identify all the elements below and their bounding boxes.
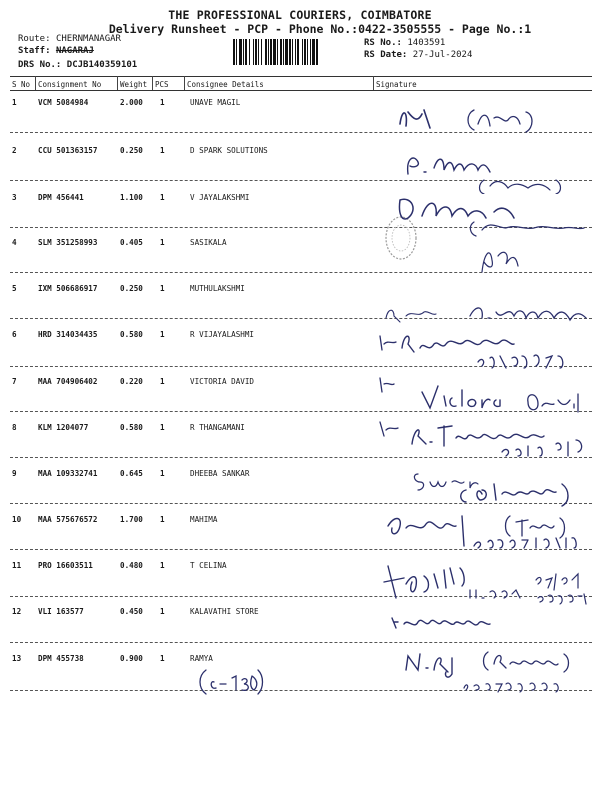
col-header-sno: S No <box>12 80 31 89</box>
row-consignee: VICTORIA DAVID <box>190 377 255 386</box>
barcode-bar <box>268 39 269 65</box>
row-consignee: DHEEBA SANKAR <box>190 469 250 478</box>
row-weight: 0.900 <box>120 654 143 663</box>
signature-row-12 <box>378 604 592 640</box>
runsheet-subtitle: Delivery Runsheet - PCP - Phone No.:0422-3505555 - Page No.:1 <box>108 22 532 36</box>
row-pcs: 1 <box>160 98 165 107</box>
signature-row-7 <box>378 372 592 416</box>
row-weight: 0.645 <box>120 469 143 478</box>
rs-date-label: RS Date: <box>364 50 408 60</box>
row-sno: 9 <box>12 469 17 478</box>
table-top-rule <box>10 76 592 77</box>
row-pcs: 1 <box>160 377 165 386</box>
row-pcs: 1 <box>160 561 165 570</box>
barcode-bar <box>292 39 293 65</box>
row-weight: 0.480 <box>120 561 143 570</box>
row-weight: 0.580 <box>120 330 143 339</box>
row-consignment: KLM 1204077 <box>38 423 89 432</box>
rs-date-value: 27-Jul-2024 <box>412 50 473 60</box>
col-header-consignee: Consignee Details <box>187 80 264 89</box>
route-label: Route: <box>18 34 51 44</box>
row-weight: 0.450 <box>120 607 143 616</box>
row-sno: 2 <box>12 146 17 155</box>
barcode-bar <box>249 39 250 65</box>
barcode-bar <box>273 39 276 65</box>
barcode-image <box>232 39 358 65</box>
drs-label: DRS No.: <box>18 60 62 70</box>
barcode-bar <box>245 39 247 65</box>
barcode-bar <box>255 39 257 65</box>
route-line <box>18 34 121 44</box>
col-header-weight: Weight <box>120 80 148 89</box>
signature-row-11 <box>378 552 592 608</box>
barcode-bar <box>297 39 299 65</box>
row-consignment: MAA 109332741 <box>38 469 98 478</box>
barcode-bar <box>312 39 315 65</box>
staff-line <box>18 46 94 56</box>
signature-row-9 <box>378 462 592 508</box>
row-consignee: T CELINA <box>190 561 227 570</box>
row-consignment: IXM 506686917 <box>38 284 98 293</box>
row-consignee: MAHIMA <box>190 515 218 524</box>
barcode-bar <box>265 39 267 65</box>
signature-row-3 <box>378 188 592 238</box>
signature-row-13 <box>378 644 592 696</box>
rs-no-value: 1403591 <box>407 38 446 48</box>
row-weight: 2.000 <box>120 98 143 107</box>
row-weight: 0.250 <box>120 284 143 293</box>
rs-no-label: RS No.: <box>364 38 402 48</box>
col-header-pcs: PCS <box>155 80 169 89</box>
row-weight: 0.405 <box>120 238 143 247</box>
barcode-bar <box>289 39 291 65</box>
row-pcs: 1 <box>160 193 165 202</box>
barcode-bar <box>316 39 318 65</box>
signature-row-10 <box>378 506 592 550</box>
barcode-bar <box>243 39 244 65</box>
barcode-bar <box>283 39 284 65</box>
row-pcs: 1 <box>160 654 165 663</box>
row-pcs: 1 <box>160 515 165 524</box>
row-weight: 0.250 <box>120 146 143 155</box>
barcode-bar <box>239 39 242 65</box>
row-pcs: 1 <box>160 469 165 478</box>
row-sno: 3 <box>12 193 17 202</box>
signature-row-1 <box>378 100 592 134</box>
row-sno: 4 <box>12 238 17 247</box>
row-consignment: PRO 16603511 <box>38 561 93 570</box>
row-consignee: R VIJAYALASHMI <box>190 330 255 339</box>
row-consignee: KALAVATHI STORE <box>190 607 259 616</box>
row-consignee: MUTHULAKSHMI <box>190 284 245 293</box>
row-consignee: RAMYA <box>190 654 213 663</box>
row-divider <box>10 642 592 643</box>
col-divider <box>152 76 153 90</box>
col-divider <box>184 76 185 90</box>
row-consignment: DPM 456441 <box>38 193 84 202</box>
row-consignment: VCM 5084984 <box>38 98 89 107</box>
col-divider <box>373 76 374 90</box>
row-consignment: MAA 575676572 <box>38 515 98 524</box>
row-pcs: 1 <box>160 423 165 432</box>
col-header-consignment: Consignment No <box>38 80 102 89</box>
barcode-bar <box>310 39 311 65</box>
row-weight: 1.700 <box>120 515 143 524</box>
barcode-bar <box>258 39 259 65</box>
barcode-bar <box>302 39 303 65</box>
barcode-bar <box>280 39 282 65</box>
staff-label: Staff: <box>18 46 51 56</box>
row-sno: 5 <box>12 284 17 293</box>
row-sno: 11 <box>12 561 22 570</box>
col-divider <box>117 76 118 90</box>
barcode-bar <box>270 39 272 65</box>
rs-no-line <box>364 38 445 48</box>
signature-row-6 <box>378 326 592 370</box>
row-pcs: 1 <box>160 284 165 293</box>
route-value: CHERNMANAGAR <box>55 34 121 44</box>
barcode-bar <box>304 39 306 65</box>
row-consignee: UNAVE MAGIL <box>190 98 241 107</box>
row-pcs: 1 <box>160 146 165 155</box>
row-sno: 7 <box>12 377 17 386</box>
row-weight: 0.580 <box>120 423 143 432</box>
row-sno: 10 <box>12 515 22 524</box>
barcode-bar <box>307 39 308 65</box>
barcode-bar <box>295 39 296 65</box>
row-consignment: HRD 314034435 <box>38 330 98 339</box>
company-title: THE PROFESSIONAL COURIERS, COIMBATORE <box>168 8 432 22</box>
row-sno: 12 <box>12 607 22 616</box>
table-header-rule <box>10 90 592 91</box>
row-consignment: CCU 501363157 <box>38 146 98 155</box>
barcode-bar <box>253 39 254 65</box>
row-pcs: 1 <box>160 238 165 247</box>
row-consignee: R THANGAMANI <box>190 423 245 432</box>
row-weight: 0.220 <box>120 377 143 386</box>
col-divider <box>35 76 36 90</box>
row-sno: 1 <box>12 98 17 107</box>
barcode-bar <box>261 39 262 65</box>
row-sno: 13 <box>12 654 22 663</box>
row-sno: 6 <box>12 330 17 339</box>
handwritten-note <box>196 666 266 696</box>
staff-value: NAGARAJ <box>55 46 94 56</box>
row-consignment: VLI 163577 <box>38 607 84 616</box>
barcode-bar <box>233 39 235 65</box>
signature-row-8 <box>378 414 592 460</box>
row-consignee: SASIKALA <box>190 238 227 247</box>
row-consignment: SLM 351258993 <box>38 238 98 247</box>
rs-date-line <box>364 50 472 60</box>
row-consignee: V JAYALAKSHMI <box>190 193 250 202</box>
row-consignment: DPM 455738 <box>38 654 84 663</box>
row-consignment: MAA 704906402 <box>38 377 98 386</box>
row-weight: 1.100 <box>120 193 143 202</box>
barcode-bar <box>236 39 237 65</box>
barcode-bar <box>277 39 278 65</box>
row-sno: 8 <box>12 423 17 432</box>
row-pcs: 1 <box>160 330 165 339</box>
row-consignee: D SPARK SOLUTIONS <box>190 146 268 155</box>
signature-row-4 <box>378 240 592 274</box>
col-header-signature: Signature <box>376 80 417 89</box>
drs-value: DCJB140359101 <box>66 60 138 70</box>
drs-line <box>18 60 137 70</box>
row-pcs: 1 <box>160 607 165 616</box>
barcode-bar <box>285 39 288 65</box>
